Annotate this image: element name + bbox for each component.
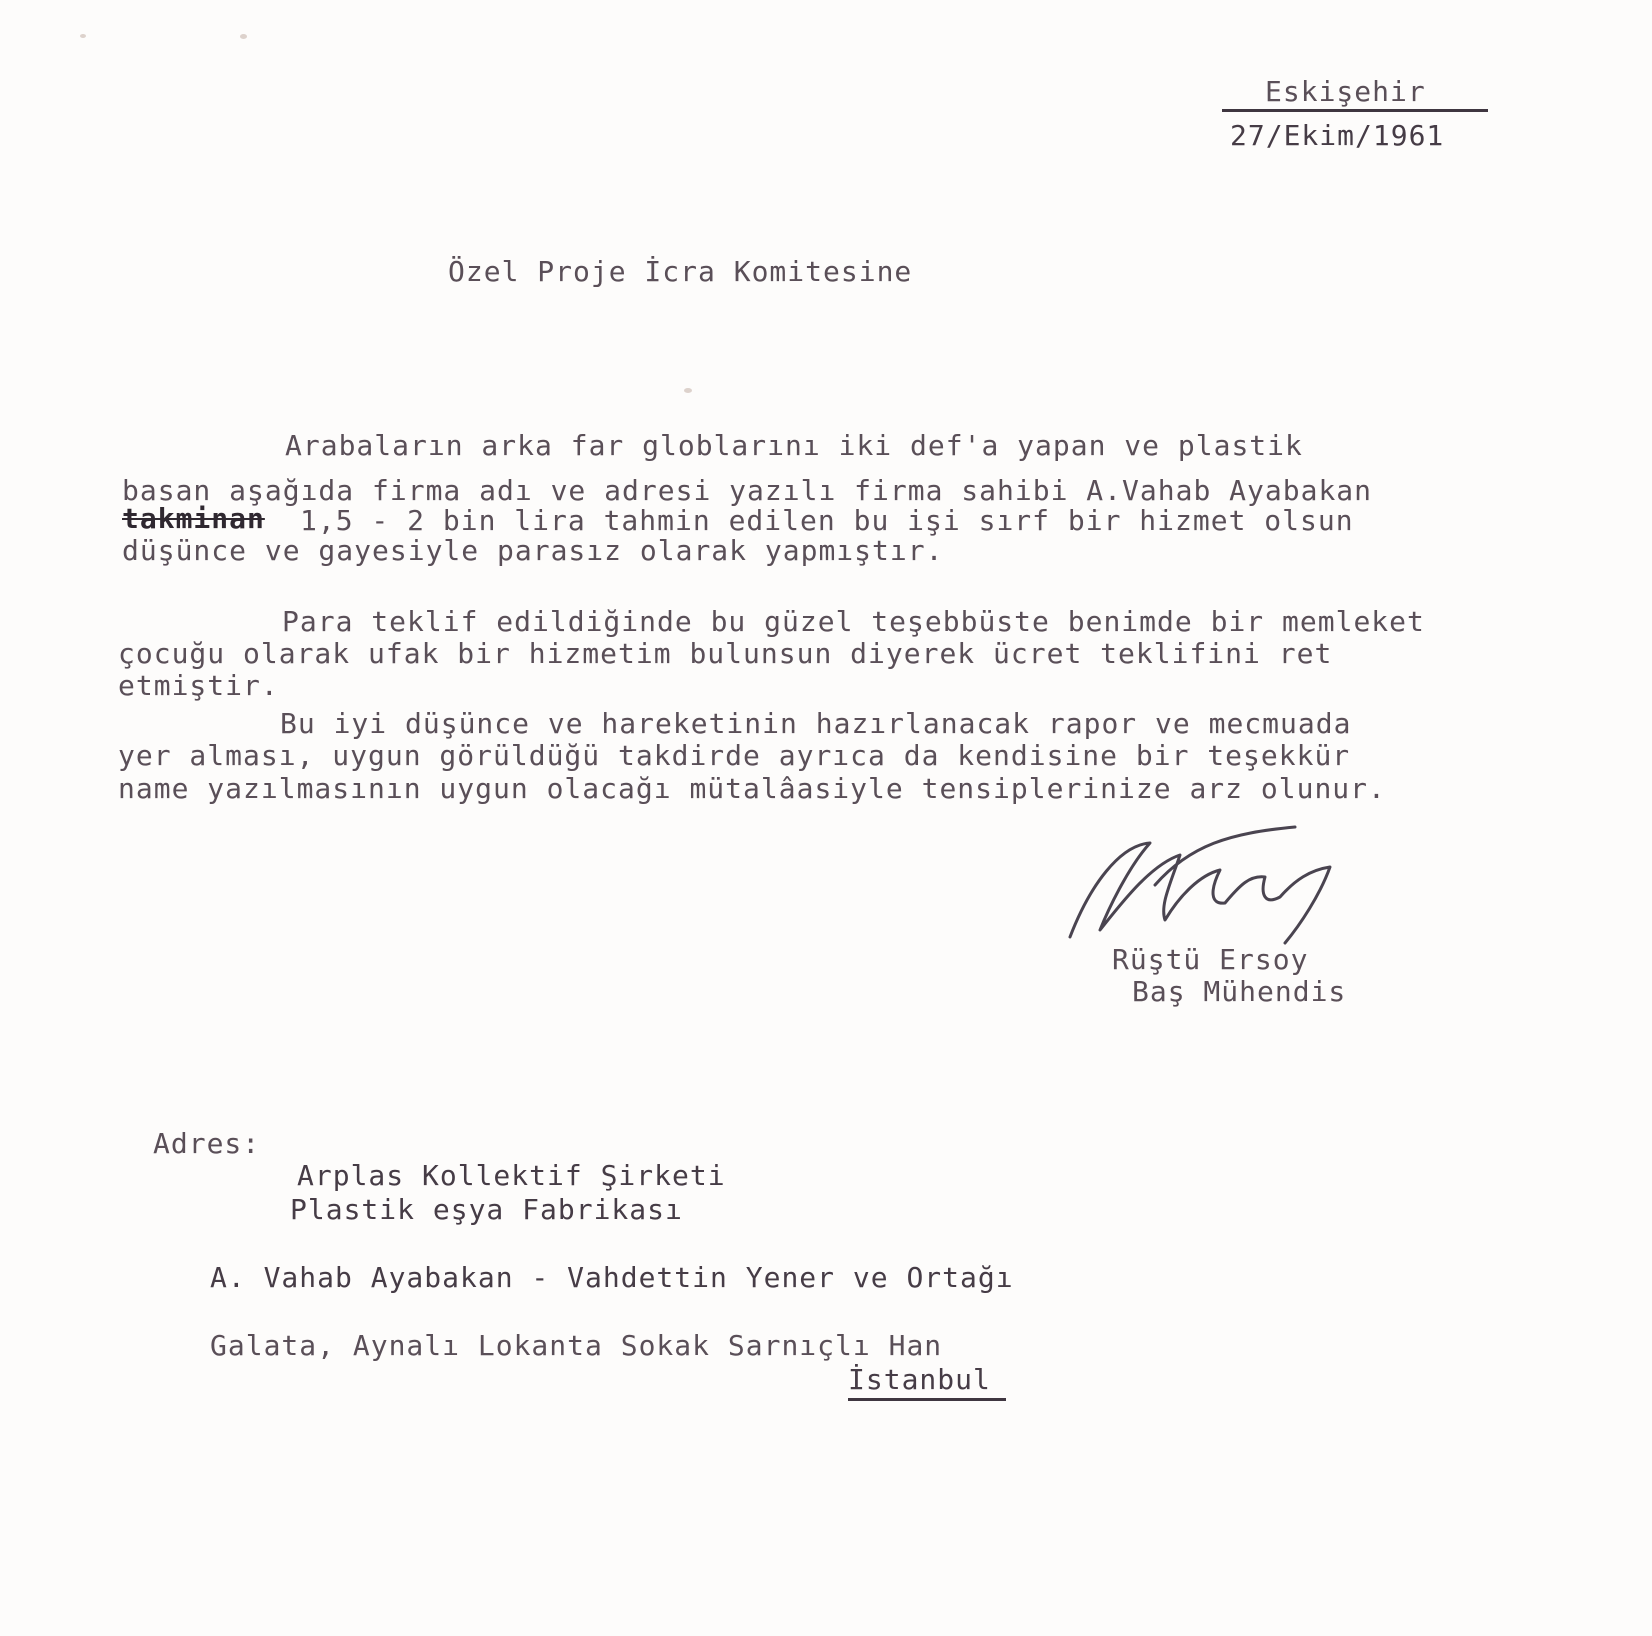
place-underline — [1222, 109, 1488, 112]
body-line: Para teklif edildiğinde bu güzel teşebbüste benimde bir memleket — [282, 605, 1425, 638]
address-company: Arplas Kollektif Şirketi — [297, 1159, 726, 1192]
handwritten-signature — [1060, 825, 1400, 955]
body-line: düşünce ve gayesiyle parasız olarak yapmıştır. — [122, 534, 944, 567]
paper-smudge — [80, 34, 86, 38]
address-city: İstanbul — [848, 1363, 991, 1396]
body-line: çocuğu olarak ufak bir hizmetim bulunsun diyerek ücret teklifini ret — [118, 637, 1333, 670]
body-line: yer alması, uygun görüldüğü takdirde ayrıca da kendisine bir teşekkür — [118, 739, 1351, 772]
signer-title: Baş Mühendis — [1132, 975, 1347, 1008]
struck-out-word: takminan — [122, 502, 265, 535]
body-line: etmiştir. — [118, 669, 279, 702]
paper-smudge — [240, 34, 247, 39]
letter-recipient: Özel Proje İcra Komitesine — [448, 255, 913, 288]
body-line: basan aşağıda firma adı ve adresi yazılı firma sahibi A.Vahab Ayabakan — [122, 474, 1373, 507]
address-factory: Plastik eşya Fabrikası — [290, 1193, 683, 1226]
letter-place: Eskişehir — [1265, 75, 1426, 108]
address-owners: A. Vahab Ayabakan - Vahdettin Yener ve Ortağı — [210, 1261, 1014, 1294]
body-line: 1,5 - 2 bin lira tahmin edilen bu işi sırf bir hizmet olsun — [300, 504, 1354, 537]
body-line: Arabaların arka far globlarını iki def'a yapan ve plastik — [285, 429, 1303, 462]
paper-smudge — [684, 388, 692, 393]
letter-date: 27/Ekim/1961 — [1230, 119, 1445, 152]
address-street: Galata, Aynalı Lokanta Sokak Sarnıçlı Han — [210, 1329, 943, 1362]
body-line: name yazılmasının uygun olacağı mütalâasiyle tensiplerinize arz olunur. — [118, 772, 1386, 805]
city-underline — [848, 1398, 1006, 1401]
signer-name: Rüştü Ersoy — [1112, 943, 1309, 976]
address-label: Adres: — [153, 1127, 261, 1160]
body-line: Bu iyi düşünce ve hareketinin hazırlanacak rapor ve mecmuada — [280, 707, 1352, 740]
